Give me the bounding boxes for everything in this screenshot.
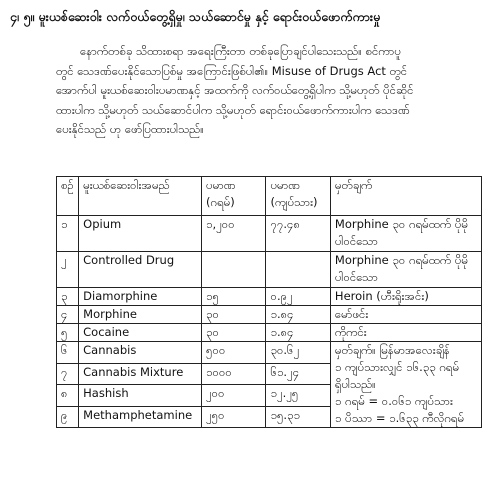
cell-kyat	[266, 252, 330, 288]
cell-kyat: ၆၁.၂၄	[266, 363, 330, 385]
cell-remark: Heroin (ဟီးရိုးအင်း)	[330, 288, 481, 306]
remark-line: ပါဝင်သော	[334, 234, 378, 248]
cell-no: ၅	[57, 324, 79, 342]
cell-no: ၂	[57, 252, 79, 288]
paragraph-line: အောက်ပါ မူးယစ်ဆေးဝါးပမာဏနှင့် အထက်ကို လက်ဝယ်တွေ့ရှိပါက သို့မဟုတ် ပိုင်ဆိုင်	[56, 83, 414, 97]
cell-grams: ၂၅၀	[202, 406, 266, 428]
paragraph-line: ထားပါက သို့မဟုတ် သယ်ဆောင်ပါက သို့မဟုတ် ရောင်းဝယ်ဖောက်ကားပါက သေဒဏ်	[56, 102, 410, 117]
cell-drug-name: Methamphetamine	[79, 406, 202, 428]
cell-no: ၈	[57, 385, 79, 407]
cell-drug-name: Diamorphine	[79, 288, 202, 306]
table-row	[57, 288, 482, 306]
cell-grams	[202, 252, 266, 288]
remark-line: Morphine ၃၀ ဂရမ်ထက် ပိုမို	[334, 253, 468, 267]
cell-no: ၆	[57, 342, 79, 364]
header-amount-grams	[202, 177, 266, 216]
paragraph-line: နောက်တစ်ခု သိထားစရာ အရေးကြီးတာ တစ်ခုပြောချင်ပါသေးသည်။ စင်ကာပူ	[80, 44, 401, 58]
cell-drug-name: Morphine	[79, 306, 202, 324]
intro-paragraph	[56, 42, 480, 140]
cell-kyat: ၁.၈၄	[266, 306, 330, 324]
remark-line: ၁ ဂရမ် = ၀.၀၆၁ ကျပ်သား	[334, 394, 453, 408]
cell-kyat: ၁.၈၄	[266, 324, 330, 342]
table-row	[57, 216, 482, 252]
table-row	[57, 324, 482, 342]
cell-kyat: ၇၇.၄၈	[266, 216, 330, 252]
header-unit-label: (ဂရမ်)	[206, 195, 235, 209]
cell-kyat: ၀.၉၂	[266, 288, 330, 306]
cell-drug-name: Cannabis	[79, 342, 202, 364]
cell-kyat: ၃၀.၆၂	[266, 342, 330, 364]
cell-drug-name: Hashish	[79, 385, 202, 407]
table-row	[57, 306, 482, 324]
cell-grams: ၁၀၀၀	[202, 363, 266, 385]
header-amount-kyat	[266, 177, 330, 216]
cell-drug-name: Opium	[79, 216, 202, 252]
header-amount-label: ပမာဏ	[206, 178, 236, 192]
header-unit-label: (ကျပ်သား)	[270, 195, 318, 209]
cell-merged-remark	[330, 342, 481, 428]
cell-no: ၇	[57, 363, 79, 385]
header-drug-name: မူးယစ်ဆေးဝါးအမည်	[79, 177, 202, 216]
cell-grams: ၁,၂၀၀	[202, 216, 266, 252]
cell-no: ၉	[57, 406, 79, 428]
cell-remark	[330, 216, 481, 252]
paragraph-line: ပေးနိုင်သည် ဟု ဖော်ပြထားပါသည်။	[56, 122, 204, 136]
header-remarks: မှတ်ချက်	[330, 177, 481, 216]
paragraph-line: တွင် သေဒဏ်ပေးနိုင်သောပြစ်မှု အကြောင်းဖြစ်ပါ၏။ Misuse of Drugs Act တွင်	[56, 63, 408, 78]
cell-no: ၁	[57, 216, 79, 252]
cell-grams: ၃၀	[202, 324, 266, 342]
cell-remark	[330, 252, 481, 288]
cell-grams: ၁၅	[202, 288, 266, 306]
remark-line: ၁ ပိဿာ = ၁.၆၃၃ ကီလိုဂရမ်	[334, 411, 465, 425]
section-heading: ၄၊ ၅။ မူးယစ်ဆေးဝါး လက်ဝယ်တွေ့ရှိမှု၊ သယ်ဆောင်မှု နှင့် ရောင်းဝယ်ဖောက်ကားမှု	[10, 9, 381, 24]
drug-threshold-table	[56, 176, 482, 428]
cell-no: ၃	[57, 288, 79, 306]
cell-kyat: ၁၂.၂၅	[266, 385, 330, 407]
table-row	[57, 342, 482, 364]
cell-grams: ၂၀၀	[202, 385, 266, 407]
table-header-row	[57, 177, 482, 216]
table-row	[57, 252, 482, 288]
cell-no: ၄	[57, 306, 79, 324]
cell-drug-name: Controlled Drug	[79, 252, 202, 288]
cell-grams: ၅၀၀	[202, 342, 266, 364]
header-no: စဉ်	[57, 177, 79, 216]
cell-drug-name: Cocaine	[79, 324, 202, 342]
header-amount-label: ပမာဏ	[270, 178, 300, 192]
remark-line: မှတ်ချက်။ မြန်မာအလေးချိန်	[334, 343, 450, 357]
cell-kyat: ၁၅.၃၁	[266, 406, 330, 428]
remark-line: Morphine ၃၀ ဂရမ်ထက် ပိုမို	[334, 217, 468, 231]
remark-line: ရှိပါသည်။	[334, 377, 376, 391]
cell-remark: မော်ဖင်း	[330, 306, 481, 324]
cell-remark: ကိုကင်း	[330, 324, 481, 342]
remark-line: ပါဝင်သော	[334, 270, 378, 284]
remark-line: ၁ ကျပ်သားလျှင် ၁၆.၃၃ ဂရမ်	[334, 360, 460, 374]
cell-grams: ၃၀	[202, 306, 266, 324]
cell-drug-name: Cannabis Mixture	[79, 363, 202, 385]
